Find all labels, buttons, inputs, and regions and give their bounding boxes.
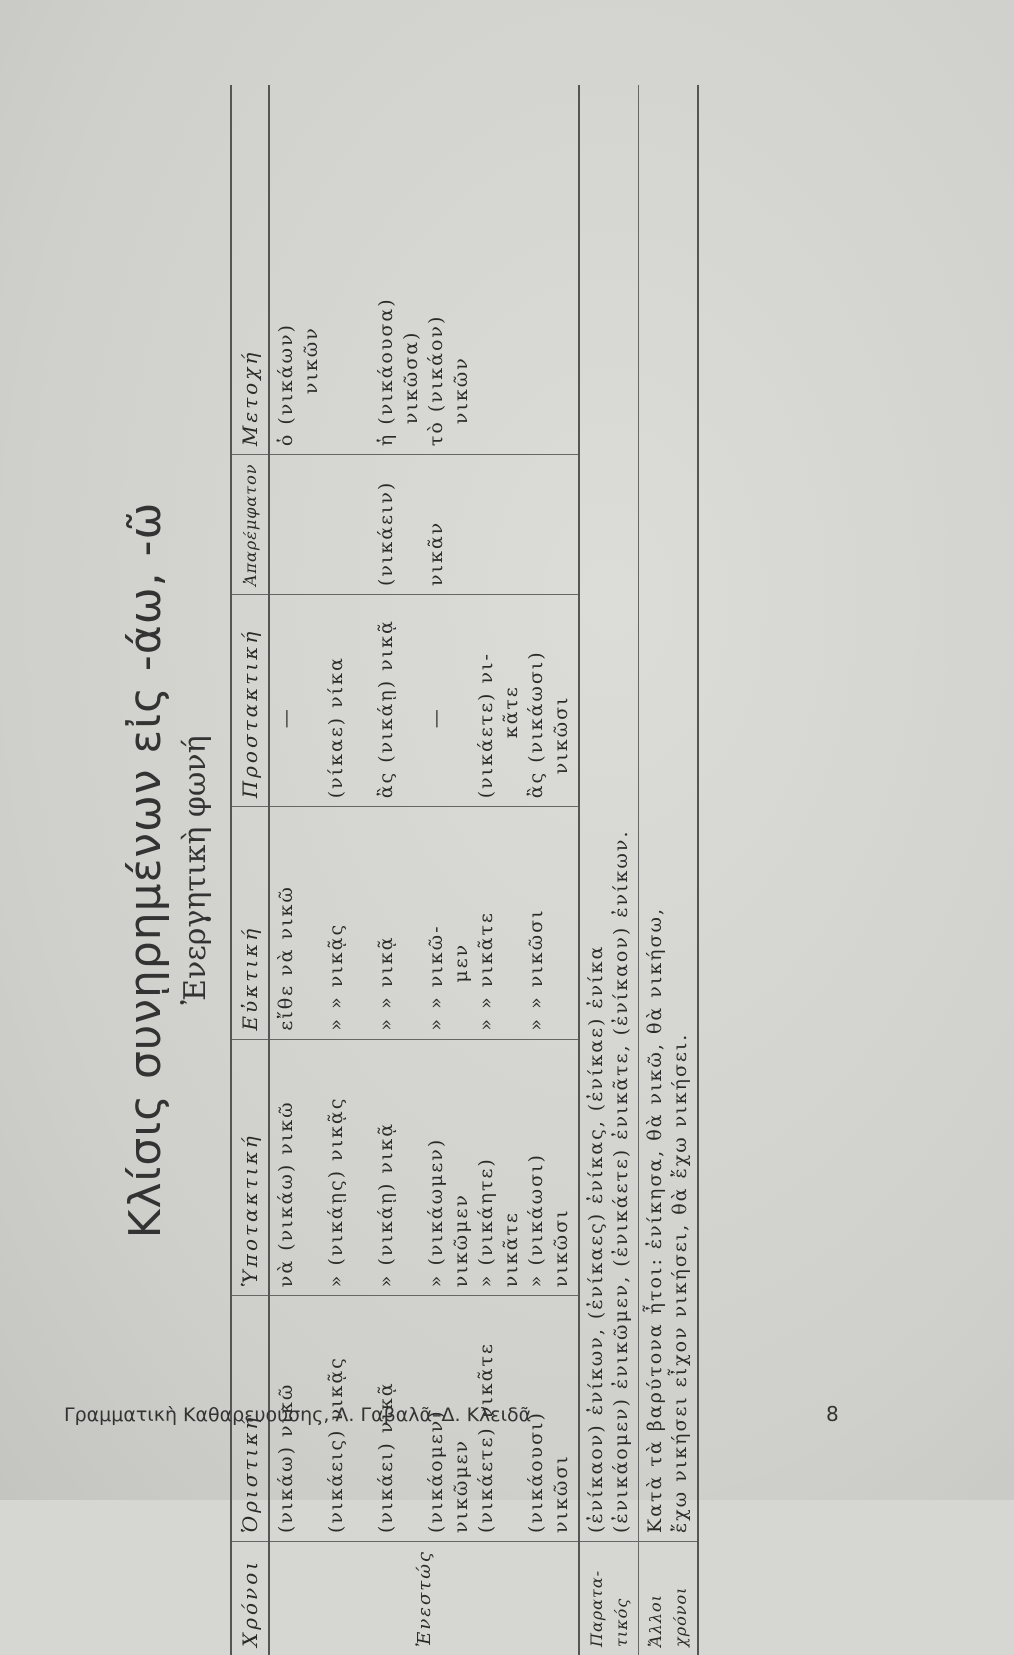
- header-indicative: Ὁριστική: [231, 1296, 269, 1542]
- table-cell-line: [349, 463, 374, 586]
- table-cell-line: νικῶν: [300, 326, 322, 395]
- table-cell-line: εἴθε νὰ νικῶ: [275, 885, 297, 1031]
- header-subjunctive: Ὑποτακτική: [231, 1039, 269, 1296]
- table-cell-line: ὁ (νικάων): [275, 323, 297, 447]
- table-cell-line: ἂς (νικάῃ) νικᾷ: [375, 619, 397, 799]
- imperfect-row: [579, 85, 639, 1655]
- imperfect-forms: [579, 85, 639, 1542]
- table-cell-line: [524, 93, 549, 446]
- present-subjunctive: [269, 1039, 579, 1296]
- table-cell-line: νικῶσι: [550, 1454, 572, 1534]
- footer-source: Γραμματικὴ Καθαρευούσης, Λ. Γαβαλᾶ–Δ. Κλειδᾶ: [64, 1404, 532, 1426]
- table-cell-line: Κατὰ τὰ βαρύτονα ἦτοι: ἐνίκησα, θὰ νικῶ, θὰ νικήσω,: [644, 906, 666, 1534]
- page-number: 8: [826, 1402, 839, 1426]
- table-cell-line: [349, 603, 374, 798]
- table-cell-line: χρόνοι: [671, 1586, 690, 1647]
- present-tense-label: [269, 1542, 579, 1655]
- table-cell-line: Ἄλλοι: [646, 1594, 665, 1647]
- table-cell-line: [349, 93, 374, 446]
- table-cell-line: (ἐνίκαον) ἐνίκων, (ἐνίκαες) ἐνίκας, (ἐνίκαε) ἐνίκα: [585, 944, 607, 1534]
- table-cell-line: τὸ (νικάον): [425, 314, 447, 447]
- table-cell-line: (νικάει) νικᾷ: [375, 1381, 397, 1534]
- table-cell-line: ἡ (νικάουσα): [375, 297, 397, 447]
- table-cell-line: [349, 1048, 374, 1288]
- table-cell-line: νικῶμεν: [450, 1193, 472, 1288]
- table-cell-line: [349, 815, 374, 1030]
- header-optative: Εὐκτική: [231, 807, 269, 1039]
- table-cell-line: [399, 815, 424, 1030]
- header-imperative: Προστακτική: [231, 595, 269, 807]
- table-cell-line: » (νικάητε): [475, 1157, 497, 1288]
- table-cell-line: [299, 815, 324, 1030]
- table-cell-line: [499, 815, 524, 1030]
- table-cell-line: [474, 463, 499, 586]
- table-cell-line: —: [425, 707, 447, 729]
- table-cell-line: —: [275, 707, 297, 729]
- table-cell-line: νικῶν: [450, 356, 472, 425]
- header-participle: Μετοχή: [231, 85, 269, 455]
- table-cell-line: [399, 1048, 424, 1288]
- header-infinitive: Ἀπαρέμφατον: [231, 455, 269, 595]
- table-cell-line: νικῶσι: [550, 695, 572, 775]
- table-cell-line: [549, 93, 574, 446]
- table-cell-line: [524, 463, 549, 586]
- table-cell-line: [499, 463, 524, 586]
- page-subtitle: Ἐνεργητικὴ φωνή: [178, 735, 213, 1005]
- table-cell-line: [549, 463, 574, 586]
- table-cell-line: [324, 93, 349, 446]
- table-cell-line: [474, 93, 499, 446]
- table-cell-line: νικῶσι: [550, 1208, 572, 1288]
- present-imperative: [269, 595, 579, 807]
- table-cell-line: [499, 93, 524, 446]
- table-cell-line: [274, 463, 299, 586]
- table-cell-line: νικῶμεν: [450, 1438, 472, 1534]
- table-cell-line: » (νικάωσι): [525, 1153, 547, 1288]
- table-cell-line: » » νικᾷς: [325, 922, 347, 1031]
- table-cell-line: νικᾶτε: [500, 1211, 522, 1288]
- present-tense-text: Ἐνεστώς: [413, 1550, 435, 1647]
- table-cell-line: (νικάετε) νι-: [475, 652, 497, 799]
- table-cell-line: τικός: [612, 1597, 631, 1647]
- table-cell-line: (νικάετε) νικᾶτε: [475, 1342, 497, 1534]
- present-optative: [269, 807, 579, 1039]
- table-cell-line: (νικάειν): [375, 480, 397, 587]
- table-cell-line: » (νικάῃ) νικᾷ: [375, 1121, 397, 1288]
- table-cell-line: νικῶσα): [400, 330, 422, 425]
- table-cell-line: [324, 463, 349, 586]
- table-cell-line: [399, 603, 424, 798]
- table-cell-line: [399, 463, 424, 586]
- table-cell-line: κᾶτε: [500, 685, 522, 739]
- table-cell-line: ἔχω νικήσει εἶχον νικήσει, θὰ ἔχω νικήσει.: [669, 1032, 691, 1534]
- table-cell-line: μεν: [450, 942, 472, 983]
- table-cell-line: Παρατα-: [587, 1569, 606, 1647]
- table-cell-line: [299, 603, 324, 798]
- page-title: Κλίσις συνῃρημένων εἰς -άω, -ῶ: [120, 501, 171, 1239]
- table-cell-line: [449, 603, 474, 798]
- table-cell-line: » (νικάωμεν): [425, 1137, 447, 1288]
- table-cell-line: [549, 815, 574, 1030]
- table-cell-line: » » νικῶσι: [525, 908, 547, 1031]
- table-cell-line: [299, 463, 324, 586]
- table-cell-line: (νικάεις) νικᾷς: [325, 1356, 347, 1534]
- imperfect-tense-label: [579, 1542, 639, 1655]
- table-cell-line: νικᾶν: [425, 520, 447, 587]
- table-cell-line: (νίκαε) νίκα: [325, 656, 347, 799]
- table-cell-line: [449, 463, 474, 586]
- table-cell-line: ἂς (νικάωσι): [525, 650, 547, 799]
- table-cell-line: νὰ (νικάω) νικῶ: [275, 1100, 297, 1288]
- present-infinitive: [269, 455, 579, 595]
- present-participle: [269, 85, 579, 455]
- table-cell-line: » » νικᾷ: [375, 935, 397, 1031]
- other-tense-label: [639, 1542, 699, 1655]
- table-cell-line: (νικάω) νικῶ: [275, 1382, 297, 1534]
- table-cell-line: » » νικῶ-: [425, 924, 447, 1031]
- table-cell-line: (νικάομεν): [425, 1409, 447, 1534]
- table-cell-line: » (νικάῃς) νικᾷς: [325, 1096, 347, 1288]
- table-cell-line: (νικάουσι): [525, 1411, 547, 1534]
- table-cell-line: » » νικᾶτε: [475, 911, 497, 1031]
- table-cell-line: [299, 1048, 324, 1288]
- other-tenses-row: [639, 85, 699, 1655]
- header-tenses: Χρόνοι: [231, 1542, 269, 1655]
- table-cell-line: (ἐνικάομεν) ἐνικῶμεν, (ἐνικάετε) ἐνικᾶτε, (ἐνίκαον) ἐνίκων.: [610, 829, 632, 1534]
- other-tenses-forms: [639, 85, 699, 1542]
